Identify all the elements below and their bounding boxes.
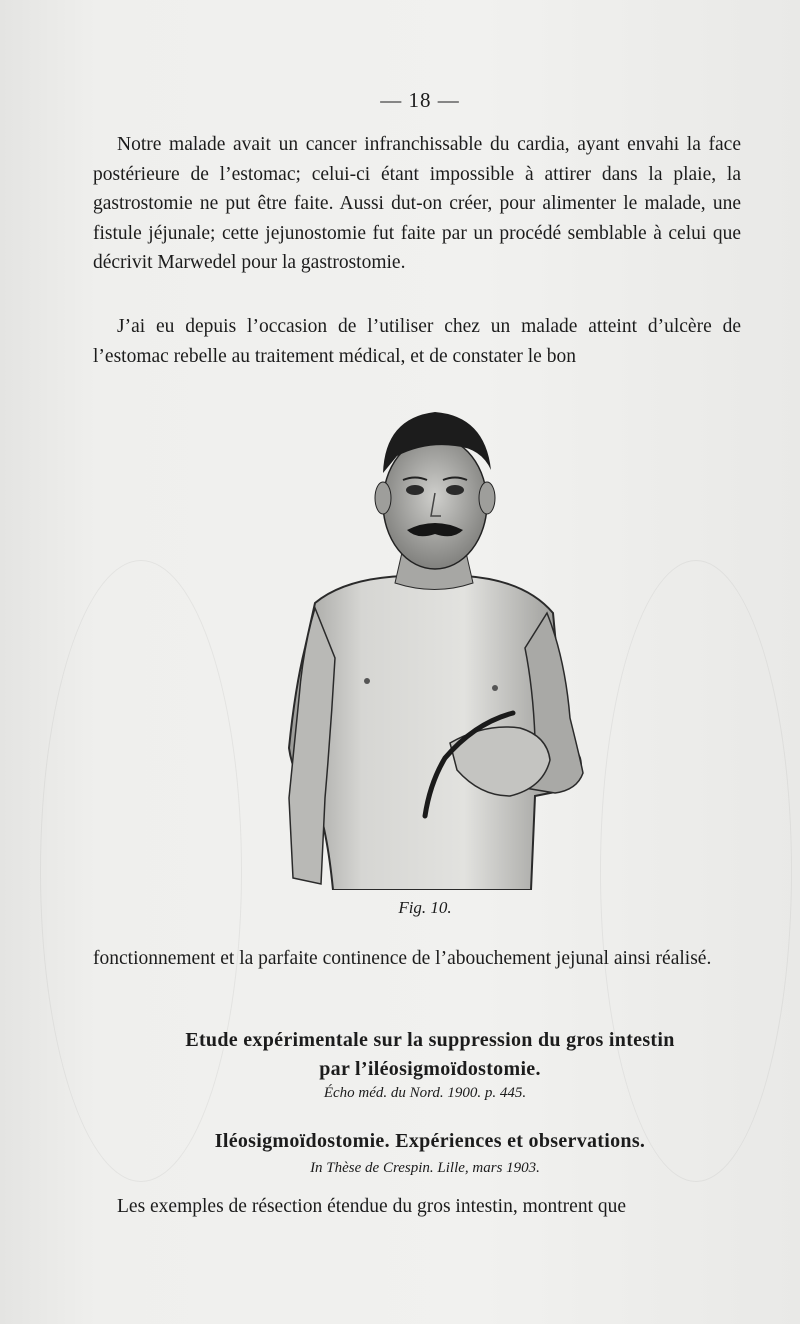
paragraph-4-text: Les exemples de résection étendue du gros intestin, montrent que	[117, 1196, 627, 1217]
section-2-reference: In Thèse de Crespin. Lille, mars 1903.	[310, 1160, 540, 1176]
patient-figure-illustration	[285, 398, 585, 890]
patient-photograph	[285, 398, 585, 890]
section-2-title: Iléosigmoïdostomie. Expériences et observations.	[214, 1130, 646, 1152]
paragraph-1-text: Notre malade avait un cancer infranchissable du cardia, ayant envahi la face postérieure de l’estomac; celui-ci étant impossible à attirer dans la plaie, la gastrostomie ne put être faite. Aussi dut-on créer, pour alimenter le malade, une fistule jéjunale; cette jejunostomie fut faite par un procédé semblable à celui que décrivit Marwedel pour la gastrostomie.	[93, 134, 741, 273]
section-1-title	[0, 1026, 800, 1084]
paragraph-4	[93, 1192, 741, 1222]
section-1-reference: Écho méd. du Nord. 1900. p. 445.	[323, 1085, 527, 1101]
paragraph-2	[93, 312, 741, 371]
section-1-title-line-2: par l’iléosigmoïdostomie.	[319, 1058, 541, 1080]
paragraph-3-text: fonctionnement et la parfaite continence de l’abouchement jejunal ainsi réalisé.	[93, 948, 712, 969]
page-number: — 18 —	[380, 88, 460, 112]
figure-caption: Fig. 10.	[398, 898, 452, 917]
paragraph-3	[93, 944, 741, 974]
section-1-title-line-1: Etude expérimentale sur la suppression du gros intestin	[185, 1029, 675, 1051]
paragraph-2-text: J’ai eu depuis l’occasion de l’utiliser chez un malade atteint d’ulcère de l’estomac rebelle au traitement médical, et de constater le bon	[93, 316, 741, 367]
paragraph-1	[93, 130, 741, 278]
